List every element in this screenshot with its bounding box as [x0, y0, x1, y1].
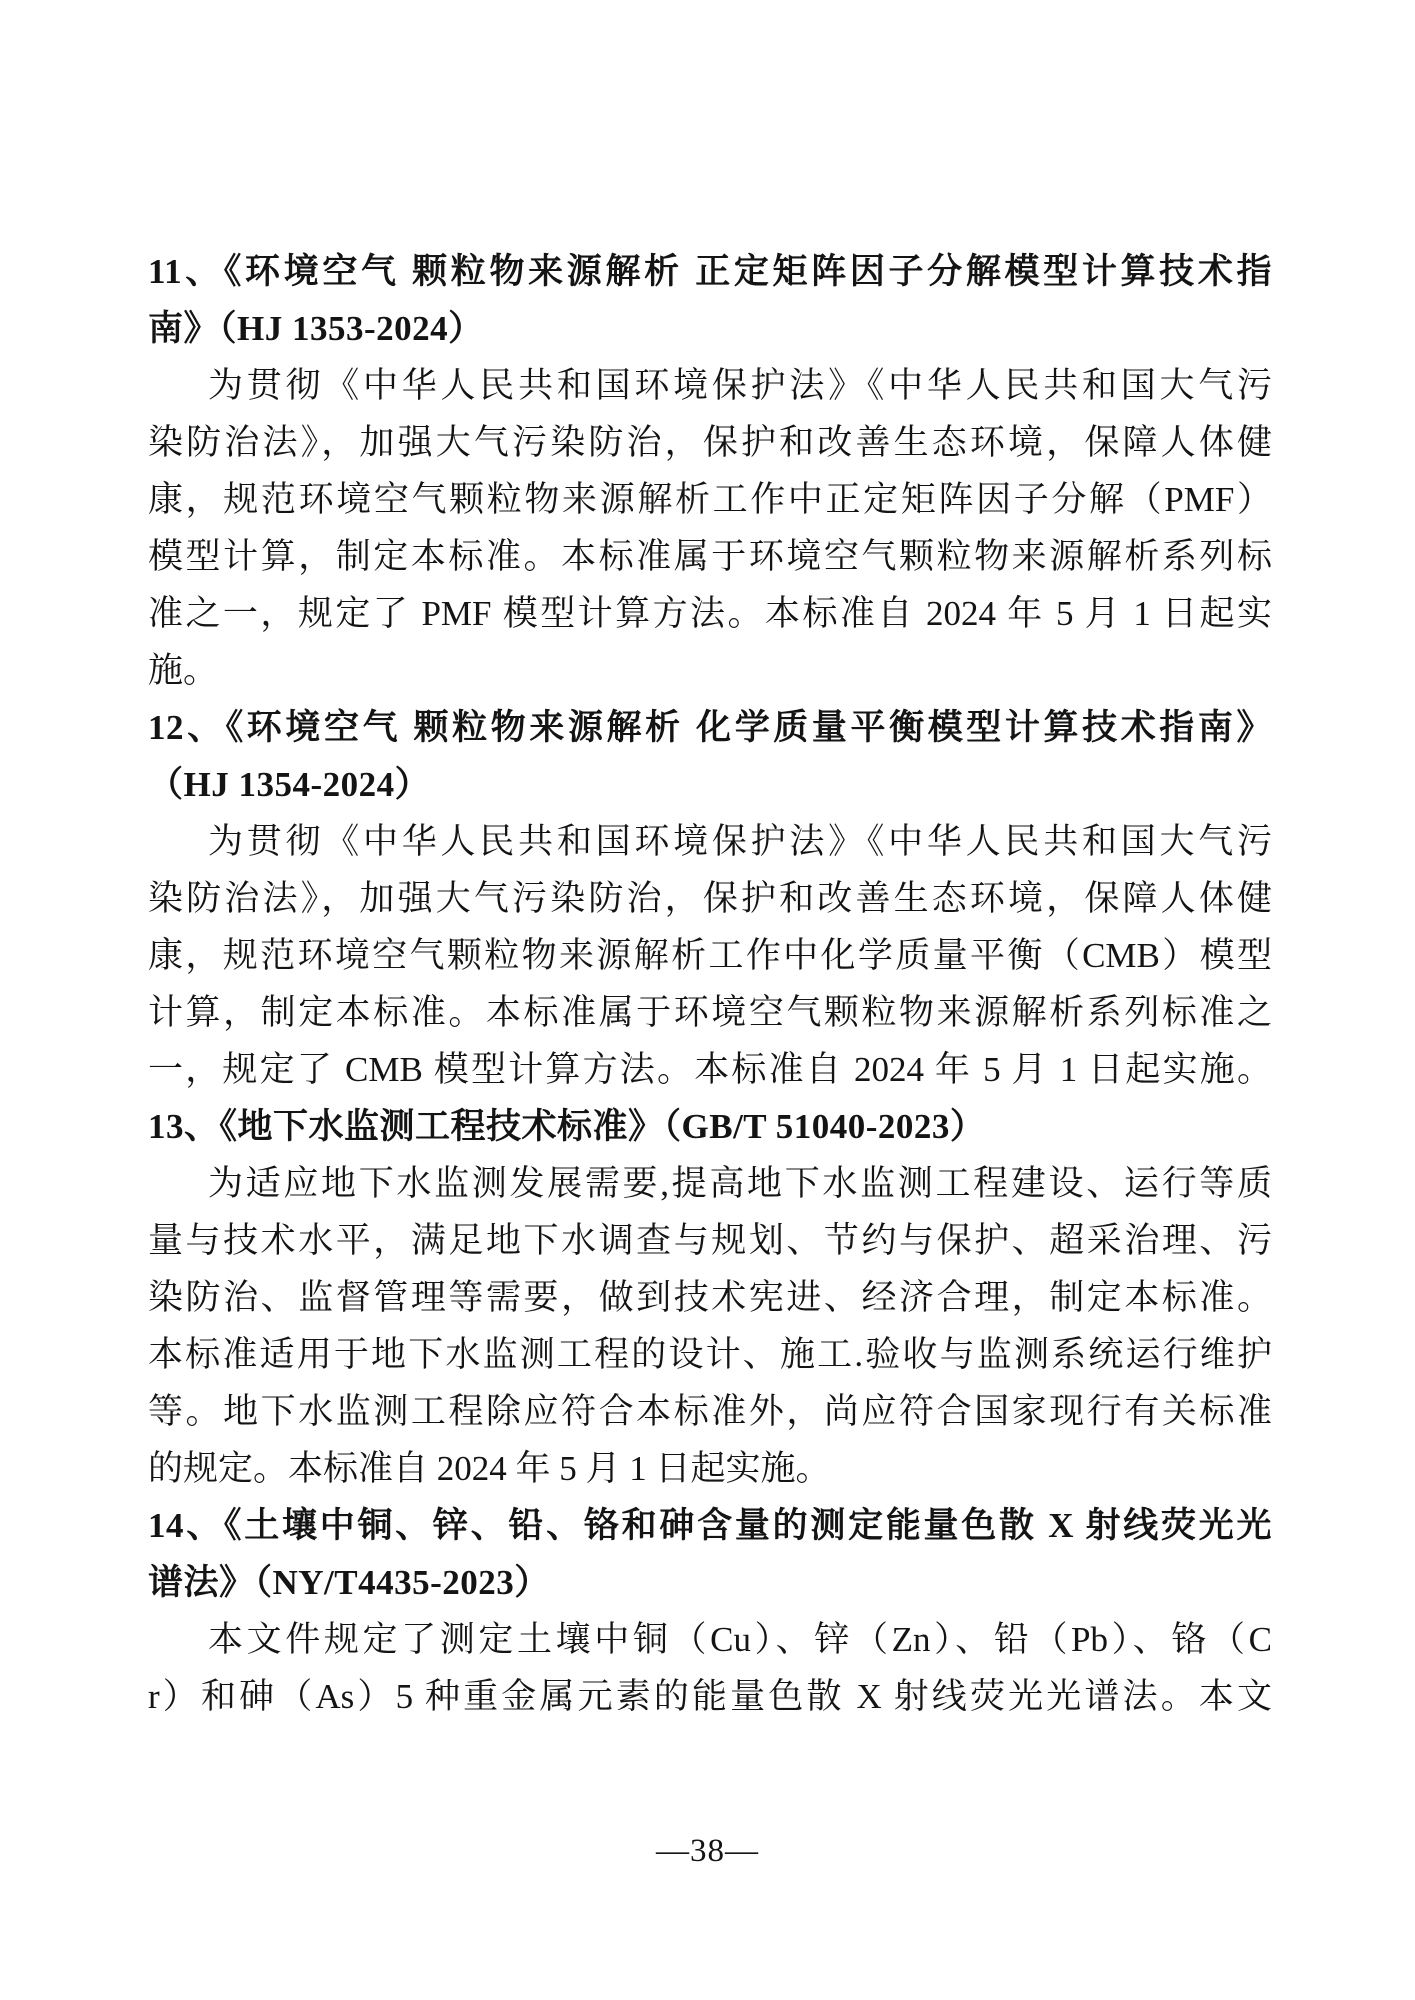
- standard-item-12: [148, 699, 1272, 1098]
- item-12-body-line-5: 一，规定了 CMB 模型计算方法。本标准自 2024 年 5 月 1 日起实施。: [148, 1050, 1272, 1089]
- item-12-body-line-4: 计算，制定本标准。本标准属于环境空气颗粒物来源解析系列标准之: [148, 993, 1272, 1032]
- item-13-heading-line-1: 13、《地下水监测工程技术标准》（GB/T 51040-2023）: [148, 1107, 986, 1146]
- item-14-body-line-2: r）和砷（As）5 种重金属元素的能量色散 X 射线荧光光谱法。本文: [148, 1677, 1272, 1716]
- item-11-heading-line-2: 南》（HJ 1353-2024）: [148, 309, 484, 348]
- page-number: —38—: [656, 1833, 759, 1869]
- item-11-body-line-2: 染防治法》，加强大气污染防治，保护和改善生态环境，保障人体健: [148, 423, 1272, 462]
- item-13-body-line-2: 量与技术水平，满足地下水调查与规划、节约与保护、超采治理、污: [148, 1221, 1272, 1260]
- item-13-body-line-1: 为适应地下水监测发展需要,提高地下水监测工程建设、运行等质: [208, 1164, 1272, 1203]
- item-13-body-line-5: 等。地下水监测工程除应符合本标准外，尚应符合国家现行有关标准: [148, 1392, 1272, 1431]
- item-14-heading-line-2: 谱法》（NY/T4435-2023）: [148, 1563, 550, 1602]
- item-11-body-line-3: 康，规范环境空气颗粒物来源解析工作中正定矩阵因子分解（PMF）: [148, 480, 1272, 519]
- item-11-body-line-5: 准之一，规定了 PMF 模型计算方法。本标准自 2024 年 5 月 1 日起实: [148, 594, 1272, 633]
- item-13-body-line-6: 的规定。本标准自 2024 年 5 月 1 日起实施。: [148, 1449, 831, 1488]
- item-12-body-line-2: 染防治法》，加强大气污染防治，保护和改善生态环境，保障人体健: [148, 879, 1272, 918]
- standard-item-13: [148, 1098, 1272, 1497]
- item-13-body-line-4: 本标准适用于地下水监测工程的设计、施工.验收与监测系统运行维护: [148, 1335, 1272, 1374]
- item-11-heading-line-1: 11、《环境空气 颗粒物来源解析 正定矩阵因子分解模型计算技术指: [148, 252, 1272, 291]
- item-12-heading-line-1: 12、《环境空气 颗粒物来源解析 化学质量平衡模型计算技术指南》: [148, 708, 1272, 747]
- standard-item-11: [148, 243, 1272, 699]
- item-12-body-line-1: 为贯彻《中华人民共和国环境保护法》《中华人民共和国大气污: [208, 822, 1272, 861]
- page-content: [148, 243, 1272, 1725]
- standard-item-14: [148, 1497, 1272, 1725]
- item-11-body-line-4: 模型计算，制定本标准。本标准属于环境空气颗粒物来源解析系列标: [148, 537, 1272, 576]
- item-14-body-line-1: 本文件规定了测定土壤中铜（Cu）、锌（Zn）、铅（Pb）、铬（C: [208, 1620, 1272, 1659]
- item-11-body-line-1: 为贯彻《中华人民共和国环境保护法》《中华人民共和国大气污: [208, 366, 1272, 405]
- item-13-body-line-3: 染防治、监督管理等需要，做到技术宪进、经济合理，制定本标准。: [148, 1278, 1272, 1317]
- item-12-heading-line-2: （HJ 1354-2024）: [148, 765, 431, 804]
- item-12-body-line-3: 康，规范环境空气颗粒物来源解析工作中化学质量平衡（CMB）模型: [148, 936, 1272, 975]
- item-11-body-line-6: 施。: [148, 651, 219, 690]
- item-14-heading-line-1: 14、《土壤中铜、锌、铅、铬和砷含量的测定能量色散 X 射线荧光光: [148, 1506, 1272, 1545]
